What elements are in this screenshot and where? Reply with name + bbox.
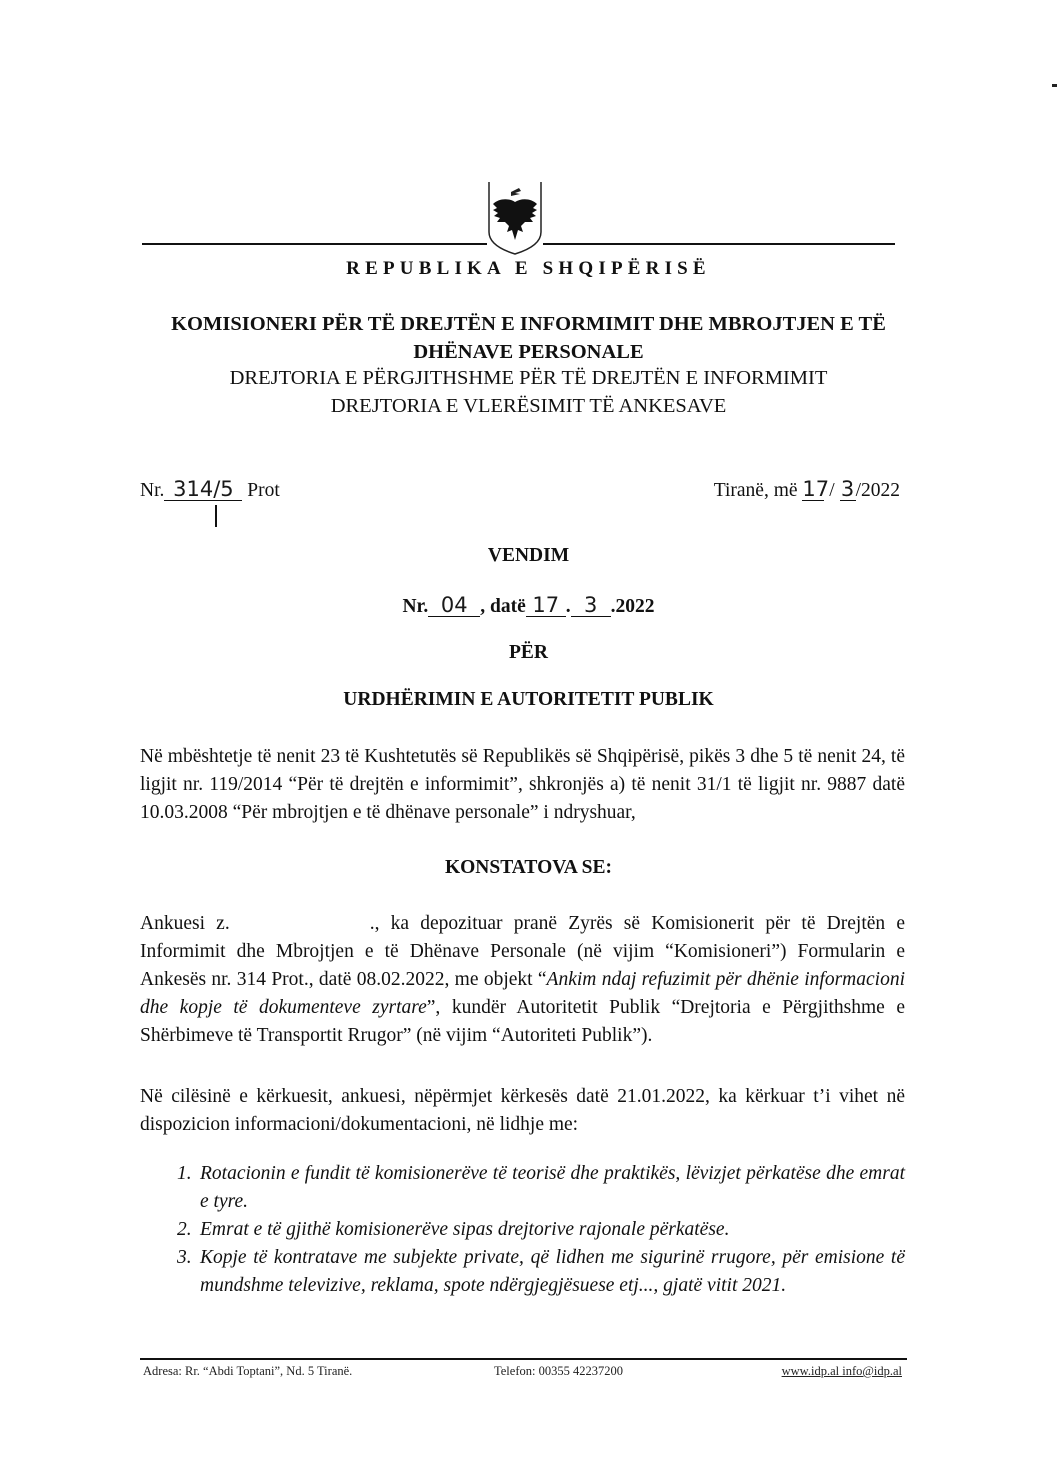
complaint-text-a: ., ka depozituar pranë Zyrës së Komisionerit për të Drejtën e Informimit dhe Mbrojtjen e të Dhënave Personale (në vijim “Komisioneri”) Formularin e Ankesës nr. 314 Prot., datë 08.02.2022, me objekt “ — [140, 913, 905, 990]
list-number: 3. — [177, 1247, 192, 1268]
footer-rule — [140, 1358, 907, 1360]
list-text: Kopje të kontratave me subjekte private, që lidhen me sigurinë rrugore, për emisione të mundshme televizive, reklama, spote ndërgjegjësuese etj..., gjatë vitit 2021. — [200, 1247, 905, 1296]
directorate: DREJTORIA E VLERËSIMIT TË ANKESAVE — [330, 395, 727, 417]
complaint-text-b: ”, kundër Autoritetit Publik “Drejtoria e Përgjithshme e Shërbimeve të Transportit Rrugor” (në vijim “Autoriteti Publik”). — [140, 997, 905, 1046]
republic-title: REPUBLIKA E SHQIPËRISË — [346, 258, 711, 279]
complaint-object: Ankim ndaj refuzimit për dhënie informacioni dhe kopje të dokumenteve zyrtare — [140, 969, 905, 1018]
directorate-general: DREJTORIA E PËRGJITHSHME PËR TË DREJTËN E INFORMIMIT — [229, 367, 828, 389]
handwritten-day: 17 — [802, 477, 830, 501]
footer-phone: Telefon: 00355 42237200 — [494, 1364, 623, 1378]
coat-of-arms-icon — [485, 180, 545, 256]
decision-date-prefix: , datë — [480, 596, 526, 617]
date-separator: / — [829, 480, 835, 501]
request-list — [140, 1160, 905, 1300]
decision-number-line — [0, 594, 1057, 618]
handwritten-decision-day: 17 — [526, 594, 566, 617]
handwritten-month: 3 — [840, 477, 855, 501]
place-prefix: Tiranë, më — [713, 480, 798, 501]
decision-year: .2022 — [610, 596, 655, 617]
list-item — [140, 1160, 905, 1216]
decision-subject: URDHËRIMIN E AUTORITETIT PUBLIK — [343, 689, 714, 710]
decision-title: VENDIM — [487, 545, 570, 566]
decision-per: PËR — [509, 642, 548, 663]
protocol-number — [140, 478, 280, 502]
complaint-paragraph — [140, 910, 905, 1050]
scan-mark — [1052, 84, 1057, 87]
protocol-prefix: Nr. — [140, 480, 165, 501]
date-dot: . — [565, 596, 571, 617]
protocol-suffix: Prot — [247, 480, 280, 501]
place-date — [714, 478, 900, 502]
handwritten-decision-number: 04 — [428, 594, 480, 617]
list-text: Rotacionin e fundit të komisionerëve të teorisë dhe praktikës, lëvizjet përkatëse dhe emrat e tyre. — [200, 1163, 905, 1212]
institution-name — [0, 310, 1057, 366]
handwritten-stroke — [215, 505, 217, 527]
decision-nr-prefix: Nr. — [402, 596, 429, 617]
request-intro-paragraph: Në cilësinë e kërkuesit, ankuesi, nëpërmjet kërkesës datë 21.01.2022, ka kërkuar t’i vihet në dispozicion informacioni/dokumentacioni, në lidhje me: — [140, 1086, 905, 1135]
legal-basis-paragraph: Në mbështetje të nenit 23 të Kushtetutës së Republikës së Shqipërisë, pikës 3 dhe 5 të nenit 24, të ligjit nr. 119/2014 “Për të drejtën e informimit”, shkronjës a) të nenit 31/1 të ligjit nr. 9887 datë 10.03.2008 “Për mbrojtjen e të dhënave personale” i ndryshuar, — [140, 746, 905, 823]
institution-line-1: KOMISIONERI PËR TË DREJTËN E INFORMIMIT DHE MBROJTJEN E TË — [171, 313, 886, 335]
list-text: Emrat e të gjithë komisionerëve sipas drejtorive rajonale përkatëse. — [200, 1219, 730, 1240]
list-item — [140, 1216, 905, 1244]
list-item — [140, 1244, 905, 1300]
handwritten-protocol-number: 314/5 — [164, 478, 242, 501]
complainant-label: Ankuesi z. — [140, 913, 230, 934]
header-rule-right — [543, 243, 895, 245]
footer-address: Adresa: Rr. “Abdi Toptani”, Nd. 5 Tiranë. — [143, 1364, 353, 1378]
list-number: 1. — [177, 1163, 192, 1184]
directorates — [0, 364, 1057, 420]
header-rule-left — [142, 243, 487, 245]
list-number: 2. — [177, 1219, 192, 1240]
year: /2022 — [855, 480, 900, 501]
handwritten-decision-month: 3 — [571, 594, 611, 617]
footer-website-link[interactable]: www.idp.al info@idp.al — [781, 1364, 902, 1378]
institution-line-2: DHËNAVE PERSONALE — [413, 341, 644, 363]
finding-heading: KONSTATOVA SE: — [444, 857, 613, 878]
